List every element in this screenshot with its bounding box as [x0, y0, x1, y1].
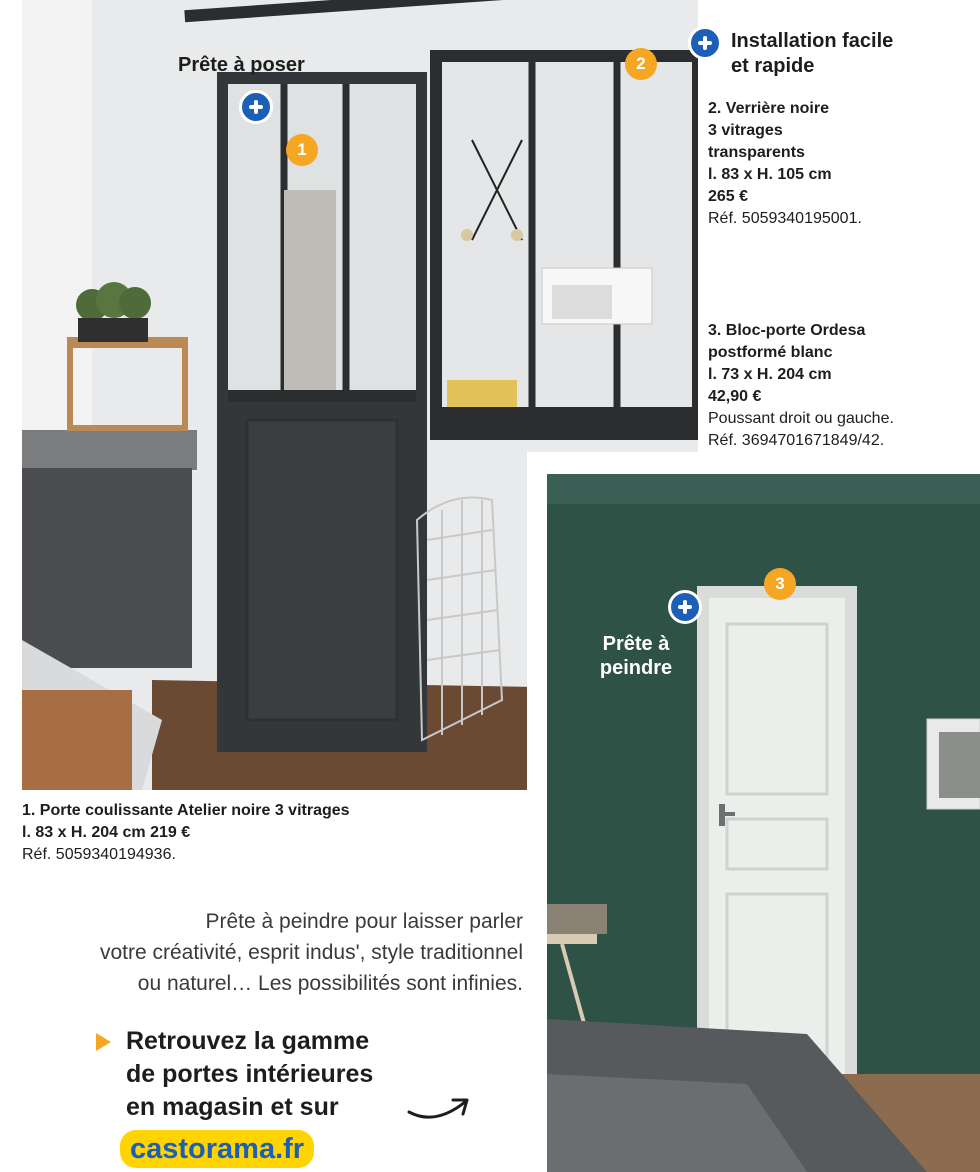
product-2-name-line: transparents: [708, 144, 805, 161]
castorama-link[interactable]: castorama.fr: [120, 1130, 314, 1168]
product-2-name-line: 2. Verrière noire: [708, 100, 829, 117]
bedroom-photo: [547, 474, 980, 1172]
product-3-price: 42,90 €: [708, 388, 762, 405]
product-2-ref: Réf. 5059340195001.: [708, 210, 862, 227]
product-3-spec: [708, 320, 894, 452]
product-3-name-line: 3. Bloc-porte Ordesa: [708, 322, 866, 339]
product-2-name-line: 3 vitrages: [708, 122, 783, 139]
cta-line: de portes intérieures: [126, 1060, 374, 1088]
product-3-dimensions: l. 73 x H. 204 cm: [708, 366, 832, 383]
product-3-name-line: postformé blanc: [708, 344, 833, 361]
product-3-ref: Réf. 3694701671849/42.: [708, 432, 885, 449]
product-1-dimensions-price: l. 83 x H. 204 cm 219 €: [22, 824, 191, 841]
product-3-note: Poussant droit ou gauche.: [708, 410, 894, 427]
product-1-spec: [22, 800, 350, 866]
cta-line: en magasin et sur: [126, 1093, 339, 1121]
plus-icon: [239, 90, 273, 124]
ready-to-paint-label: Prête à peindre: [599, 633, 673, 679]
product-2-dimensions: l. 83 x H. 105 cm: [708, 166, 832, 183]
product-1-name: 1. Porte coulissante Atelier noire 3 vitrages: [22, 802, 350, 819]
cta-line: Retrouvez la gamme: [126, 1027, 370, 1055]
easy-install-label: Installation facile et rapide: [731, 30, 894, 77]
product-1-ref: Réf. 5059340194936.: [22, 846, 176, 863]
pitch-line: ou naturel… Les possibilités sont infinies.: [137, 972, 523, 995]
number-badge-2: 2: [625, 48, 657, 80]
number-badge-1: 1: [286, 134, 318, 166]
cta-text: [126, 1025, 373, 1124]
plus-icon: [688, 26, 722, 60]
product-2-price: 265 €: [708, 188, 749, 205]
pitch-line: votre créativité, esprit indus', style traditionnel: [99, 941, 523, 964]
bedroom-photo-frame: [527, 452, 980, 1172]
pitch-line: Prête à peindre pour laisser parler: [205, 910, 523, 933]
bedroom-scene-illustration: [547, 474, 980, 1172]
number-badge-3: 3: [764, 568, 796, 600]
ready-to-install-label: Prête à poser: [178, 54, 305, 76]
curved-arrow-icon: [405, 1092, 475, 1126]
product-2-spec: [708, 98, 862, 230]
pitch-paragraph: [3, 906, 523, 999]
arrow-bullet-icon: [96, 1033, 111, 1051]
plus-icon: [668, 590, 702, 624]
